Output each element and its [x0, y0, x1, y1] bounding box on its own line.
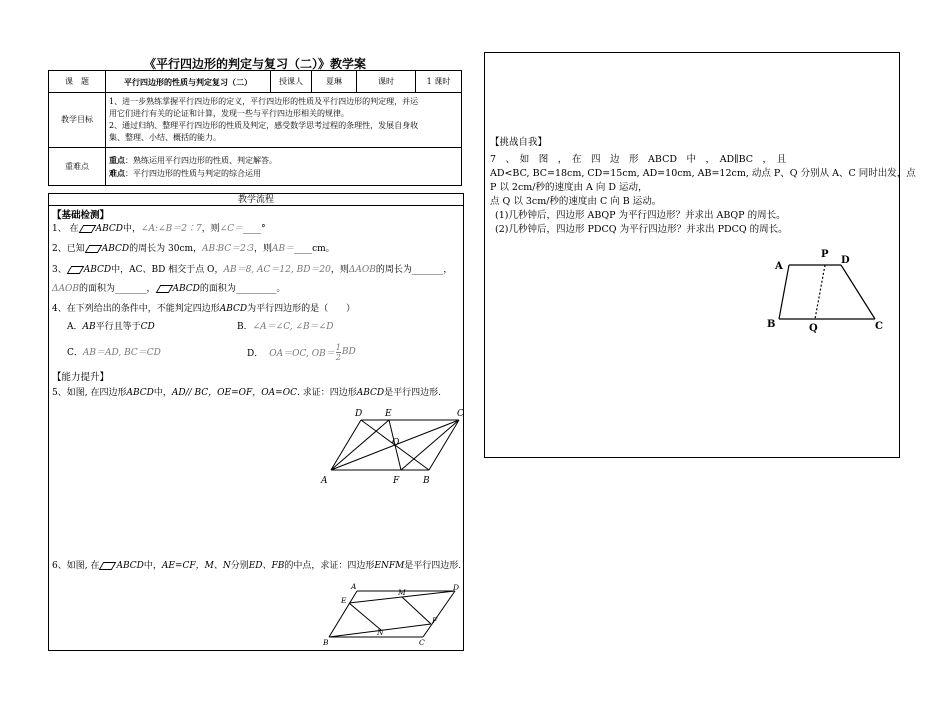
fig6-label-a: A: [351, 582, 357, 591]
option-b: [237, 319, 333, 332]
fig7-label-p: P: [821, 249, 829, 260]
page-title: 《平行四边形的判定与复习（二）》教学案: [143, 57, 366, 71]
q1-abcd: ABCD: [95, 224, 123, 234]
option-a-label: A．: [67, 322, 83, 332]
option-a: [67, 319, 155, 332]
fig6-label-e: E: [341, 596, 347, 605]
q2-text2: 的周长为 30cm，: [129, 244, 203, 254]
question-4: [52, 301, 355, 314]
q1-expr: ∠A:∠B＝2∶7: [141, 224, 202, 234]
q5-text2: 中，: [153, 388, 172, 398]
q4-text: 4、在下列给出的条件中，不能判定四边形: [52, 304, 220, 314]
q3-text3: ，则: [330, 265, 349, 275]
goal-line: 用它们进行有关的论证和计算，发现一些与平行四边形相关的规律。: [109, 109, 349, 118]
fig6-label-f: F: [432, 616, 438, 625]
fig5-edge-ad: [331, 420, 361, 470]
fig5-label-e: E: [385, 409, 392, 419]
q2-blank: ____cm。: [294, 244, 335, 254]
q5-text3: . 求证：四边形: [296, 388, 357, 398]
q3-abcd: ABCD: [83, 265, 112, 275]
figure-6-parallelogram: [319, 581, 465, 647]
q5-text: 5、如图, 在四边形: [52, 388, 127, 398]
question-3: [52, 262, 452, 275]
goal-label: 教学目标: [49, 93, 106, 148]
fig7-label-q: Q: [809, 323, 818, 334]
fig7-label-a: A: [775, 261, 783, 272]
question-2: [52, 241, 335, 254]
q3-triangle: ΔAOB: [348, 265, 376, 275]
q5-condition: AD// BC，OE=OF，OA=OC: [171, 388, 297, 398]
diff-text: ：平行四边形的性质与判定的综合运用: [125, 168, 261, 178]
challenge-line: 7 、 如 图 ， 在 四 边 形 ABCD 中 ， AD∥BC ， 且: [490, 154, 787, 165]
fig5-label-o: O: [392, 438, 400, 448]
fig7-edge-dc: [841, 265, 875, 319]
fig5-segment-fc: [401, 420, 459, 470]
question-3-cont: [52, 281, 285, 294]
parallelogram-icon: [99, 562, 117, 570]
key-text: ：熟练运用平行四边形的性质、判定解答。: [125, 155, 277, 165]
parallelogram-icon: [84, 245, 102, 253]
option-d-fraction: [336, 343, 341, 362]
fig6-label-m: M: [398, 588, 406, 597]
fig6-label-n: N: [377, 628, 384, 637]
q3-text2: 中，AC、BD 相交于点 O，: [111, 265, 224, 275]
option-d-expr: OA＝OC, OB＝: [269, 348, 335, 359]
challenge-question-1: (1)几秒钟后，四边形 ABQP 为平行四边形？并求出 ABQP 的周长。: [495, 210, 786, 221]
q1-blank: ____°: [243, 224, 266, 234]
fig6-label-b: B: [323, 638, 329, 647]
goal-line: 1、进一步熟练掌握平行四边形的定义，平行四边形的性质及平行四边形的判定理，并运: [109, 97, 419, 106]
option-a-ab: AB: [82, 322, 96, 332]
q2-text: 2、已知: [52, 244, 85, 254]
fig5-label-d: D: [355, 409, 363, 419]
q6-segments: ED、FB: [248, 561, 285, 571]
q1-text: 1、 在: [52, 224, 79, 234]
goal-line: 集、整理、小结、概括的能力。: [109, 133, 221, 142]
fraction-denominator: 2: [335, 352, 341, 362]
q1-text3: ，则: [201, 224, 220, 234]
challenge-heading: 【挑战自我】: [490, 137, 548, 148]
question-5: [52, 385, 441, 398]
q6-abcd: ABCD: [116, 561, 144, 571]
basic-heading: 【基础检测】: [52, 210, 110, 221]
flow-title: 教学流程: [48, 193, 464, 206]
period-value: 1 课时: [416, 71, 462, 93]
q4-text2: 为平行四边形的是（ ）: [247, 304, 356, 314]
fig6-label-d: D: [453, 583, 460, 592]
key-label: 重难点: [49, 148, 106, 186]
q2-answer-prefix: AB＝: [271, 244, 295, 254]
q2-text3: ，则: [253, 244, 272, 254]
fig5-segment-ae: [331, 420, 389, 470]
q6-text3: 分别: [230, 561, 249, 571]
topic-label: 课 题: [49, 71, 106, 93]
q3-blank: 的周长为_______，: [375, 265, 453, 275]
q6-condition: AE=CF，M、N: [161, 561, 231, 571]
topic-value: 平行四边形的性质与判定复习（二）: [106, 71, 271, 93]
fig6-label-c: C: [419, 638, 425, 647]
option-c-label: C．: [67, 348, 83, 358]
option-d: [247, 339, 356, 365]
q2-abcd: ABCD: [101, 244, 130, 254]
left-content-box: [48, 205, 464, 651]
fig6-segment-en: [349, 603, 381, 630]
q5-abcd2: ABCD: [356, 388, 385, 398]
teacher-value: 夏琳: [312, 71, 357, 93]
fig7-edge-ba: [779, 265, 789, 319]
q5-abcd: ABCD: [126, 388, 154, 398]
parallelogram-icon: [155, 285, 173, 293]
q4-abcd: ABCD: [219, 304, 248, 314]
q6-enfm: ENFM: [374, 561, 405, 571]
q3-text: 3、: [52, 265, 67, 275]
fig7-segment-pq: [815, 265, 825, 319]
fig5-label-c: C: [457, 409, 464, 419]
option-c-expr: AB＝AD, BC＝CD: [82, 348, 161, 358]
fig5-label-f: F: [393, 476, 400, 486]
q3-blank2: 的面积为_______，: [79, 284, 156, 294]
q5-text4: 是平行四边形.: [384, 388, 441, 398]
q1-answer-prefix: ∠C＝: [219, 224, 244, 234]
fig6-segment-mf: [402, 597, 431, 624]
key-content: [106, 148, 462, 186]
question-1: [52, 221, 266, 234]
diff-bold: 难点: [109, 167, 125, 178]
fig7-label-b: B: [767, 319, 776, 330]
fig6-edge-dc: [423, 591, 455, 637]
option-d-tail: BD: [341, 347, 356, 357]
option-c: [67, 345, 161, 358]
option-d-label: D．: [247, 348, 264, 359]
teacher-label: 授课人: [271, 71, 312, 93]
fig5-edge-cb: [429, 420, 459, 470]
option-a-cd: CD: [140, 322, 155, 332]
figure-5-parallelogram: [319, 406, 465, 488]
challenge-line: AD<BC, BC=18cm, CD=15cm, AD=10cm, AB=12cm, 动点 P、Q 分别从 A、C 同时出发，点: [490, 168, 916, 179]
fraction-numerator: 1: [335, 342, 341, 352]
right-content-box: [484, 52, 916, 458]
challenge-line: 点 Q 以 3cm/秒的速度由 C 向 B 运动。: [490, 196, 662, 207]
lesson-header-table: [48, 70, 462, 186]
q3-triangle2: ΔAOB: [52, 284, 79, 294]
q1-text2: 中，: [122, 224, 141, 234]
ability-heading: 【能力提升】: [52, 372, 110, 383]
goal-content: [106, 93, 462, 148]
option-b-expr: ∠A＝∠C, ∠B＝∠D: [252, 322, 334, 332]
challenge-line: P 以 2cm/秒的速度由 A 向 D 运动，: [490, 182, 648, 193]
fig5-label-b: B: [423, 476, 430, 486]
challenge-question-2: (2)几秒钟后，四边形 PDCQ 为平行四边形？并求出 PDCQ 的周长。: [495, 224, 788, 235]
key-bold: 重点: [109, 154, 125, 165]
figure-7-trapezoid: [765, 243, 895, 335]
q3-blank3: 的面积为_________。: [199, 284, 286, 294]
goal-line: 2、通过归纳、整理平行四边形的性质及判定，感受数学思考过程的条理性，发展自身收: [109, 121, 419, 130]
q6-text4: 的中点，求证：四边形: [284, 561, 375, 571]
q6-text2: 中，: [143, 561, 162, 571]
parallelogram-icon: [78, 225, 96, 233]
parallelogram-icon: [66, 266, 84, 274]
fig7-label-c: C: [875, 321, 883, 332]
fig5-label-a: A: [321, 476, 328, 486]
q6-text: 6、如图, 在: [52, 561, 100, 571]
q3-expr: AB＝8, AC＝12, BD＝20: [223, 265, 331, 275]
option-b-label: B．: [237, 322, 253, 332]
q2-expr: AB∶BC＝2∶3: [202, 244, 254, 254]
option-a-text: 平行且等于: [95, 322, 141, 332]
period-label: 课时: [357, 71, 416, 93]
question-6: [52, 558, 461, 571]
q6-text5: 是平行四边形.: [404, 561, 462, 571]
fig7-label-d: D: [841, 255, 850, 266]
q3-abcd2: ABCD: [172, 284, 200, 294]
